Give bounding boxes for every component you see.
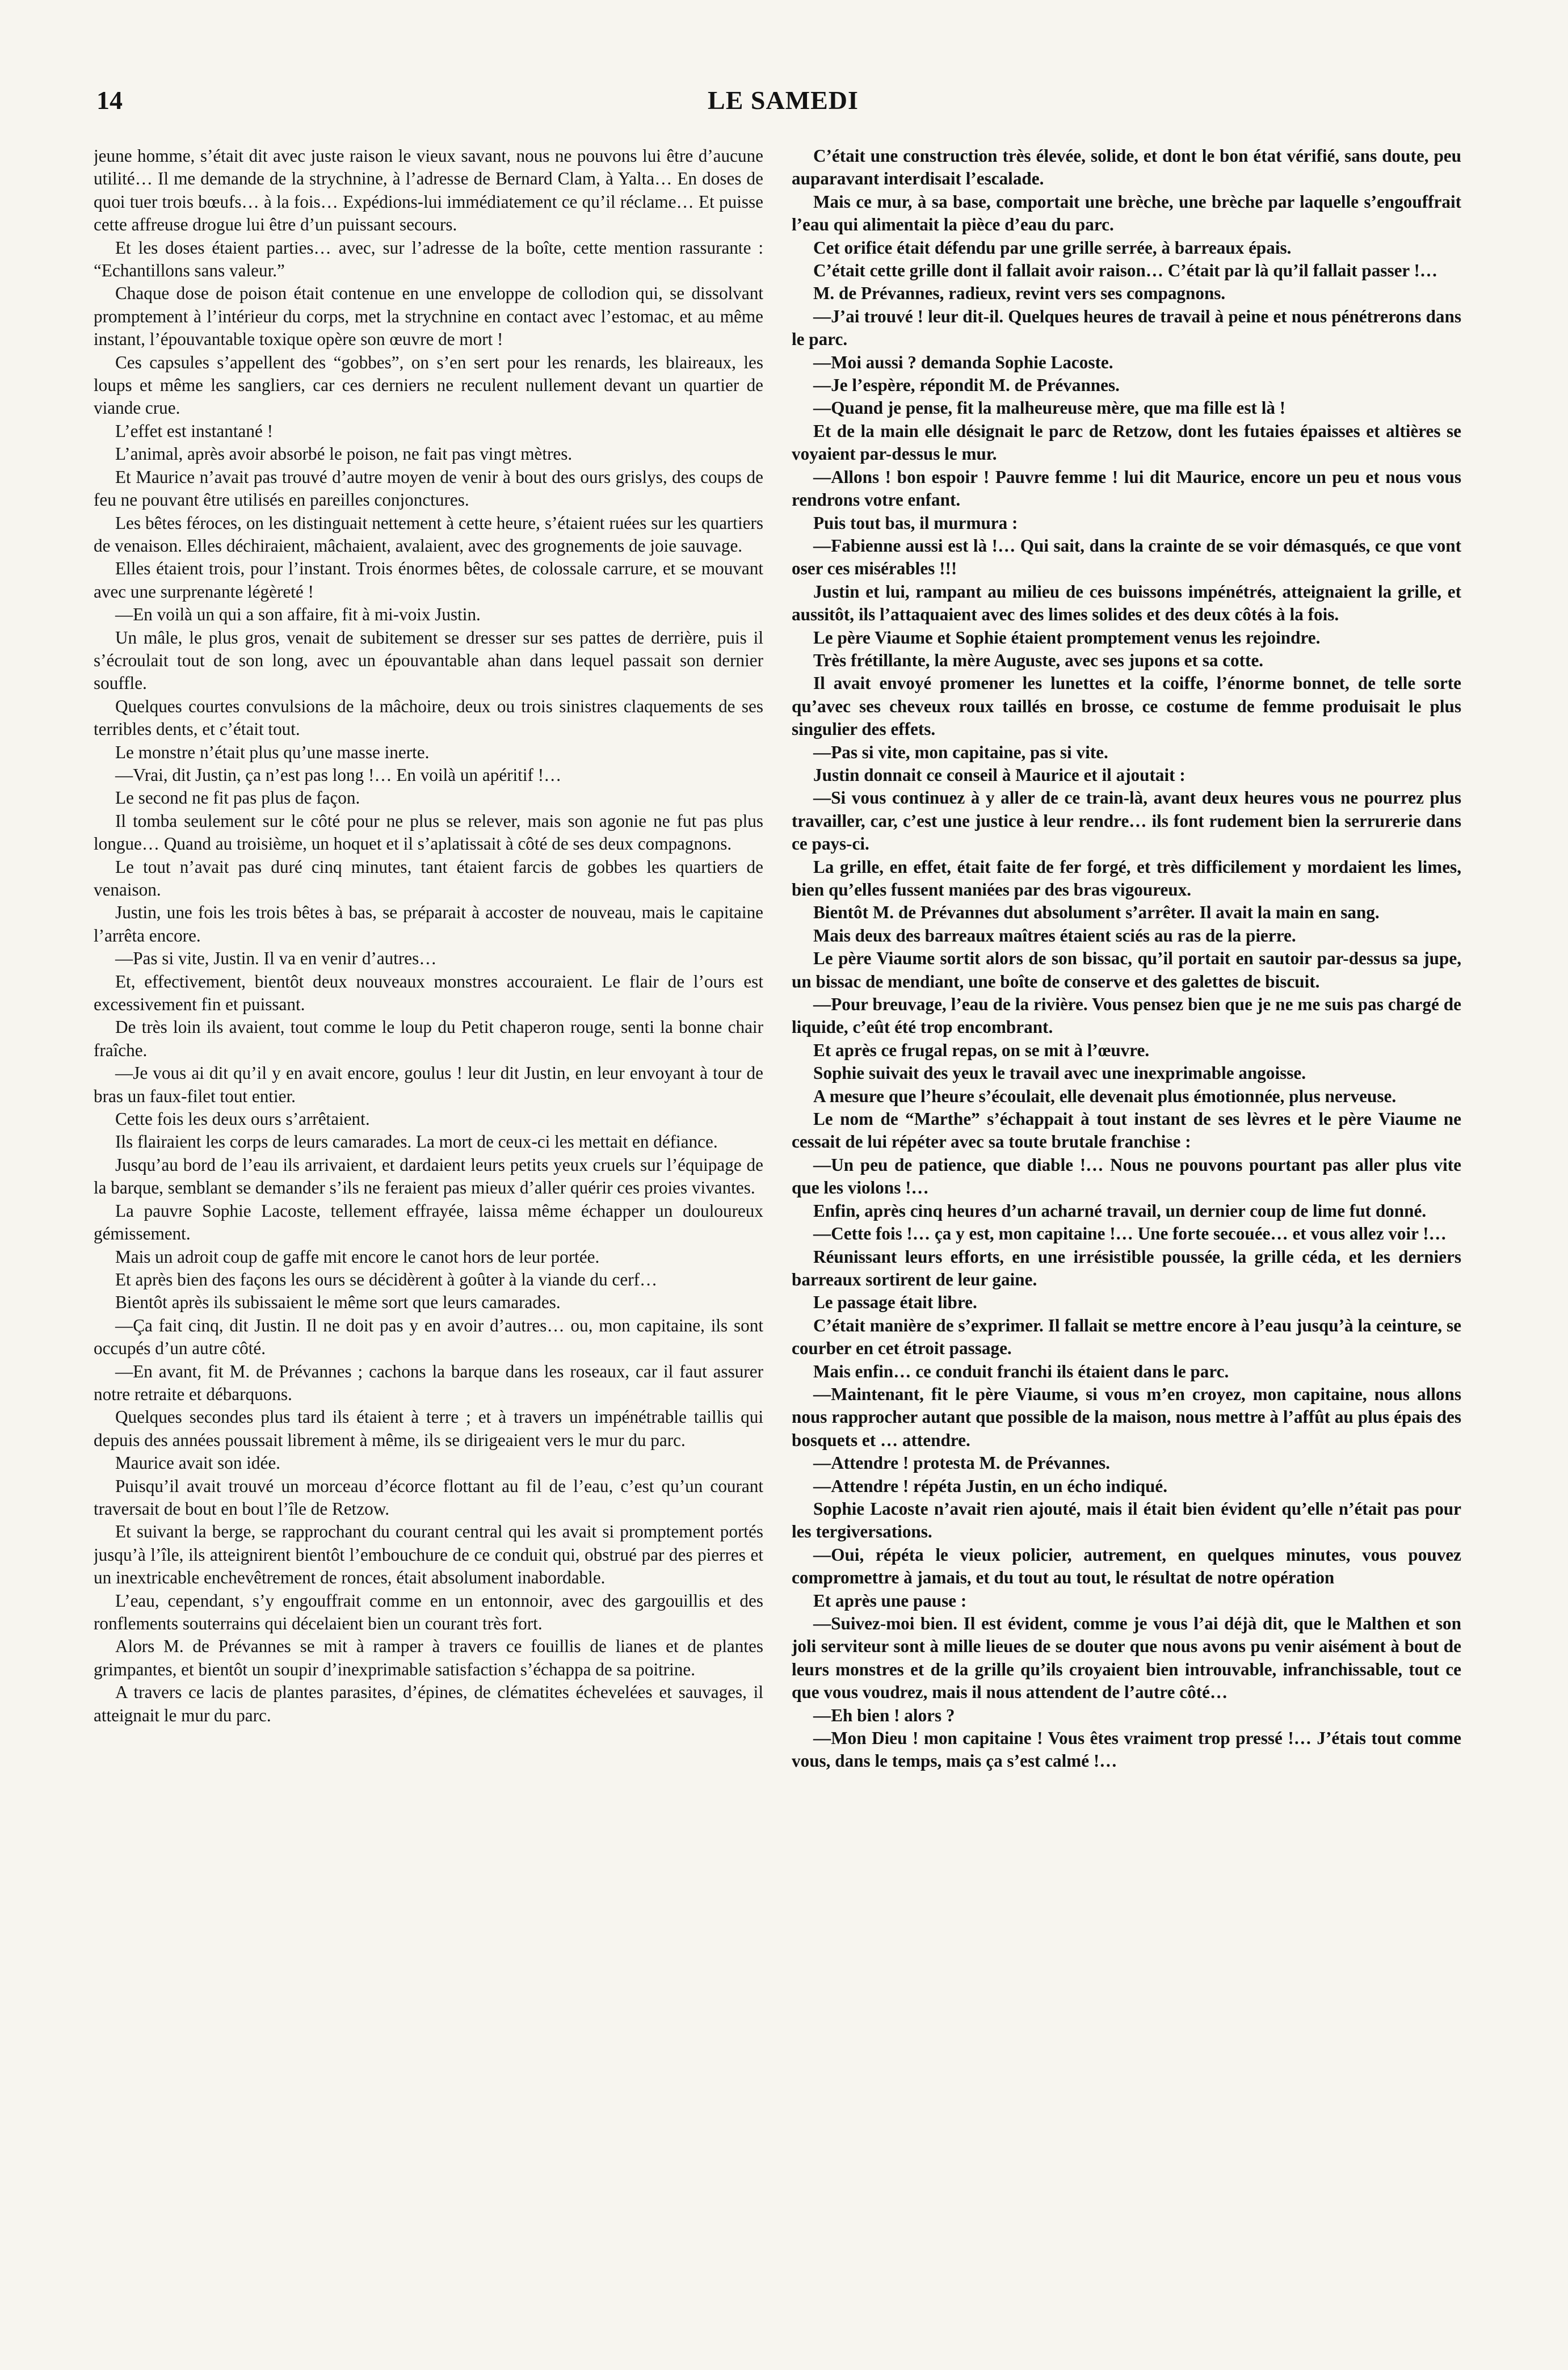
paragraph: Puisqu’il avait trouvé un morceau d’écorce flottant au fil de l’eau, c’est qu’un courant traversait de bout en bout l’île de Retzow. <box>94 1476 763 1519</box>
paragraph: —Allons ! bon espoir ! Pauvre femme ! lui dit Maurice, encore un peu et nous vous rendrons votre enfant. <box>792 467 1461 510</box>
paragraph: La grille, en effet, était faite de fer forgé, et très difficilement y mordaient les limes, bien qu’elles fussent maniées par des bras vigoureux. <box>792 856 1461 900</box>
paragraph: —Maintenant, fit le père Viaume, si vous m’en croyez, mon capitaine, nous allons nous rapprocher autant que possible de la maison, nous mettre à l’affût au plus épais des bosquets et … attendre. <box>792 1384 1461 1450</box>
paragraph: Ils flairaient les corps de leurs camarades. La mort de ceux-ci les mettait en défiance. <box>115 1132 718 1152</box>
paragraph: De très loin ils avaient, tout comme le loup du Petit chaperon rouge, senti la bonne chair fraîche. <box>94 1017 763 1060</box>
paragraph: —En avant, fit M. de Prévannes ; cachons la barque dans les roseaux, car il faut assurer notre retraite et débarquons. <box>94 1361 763 1404</box>
paragraph: Cette fois les deux ours s’arrêtaient. <box>115 1109 370 1129</box>
paragraph: Et les doses étaient parties… avec, sur l’adresse de la boîte, cette mention rassurante : “Echantillons sans valeur.” <box>94 237 763 281</box>
paragraph: Cet orifice était défendu par une grille serrée, à barreaux épais. <box>813 237 1292 258</box>
paragraph: —Moi aussi ? demanda Sophie Lacoste. <box>813 352 1113 372</box>
paragraph: Et après une pause : <box>813 1590 967 1611</box>
paragraph: Mais un adroit coup de gaffe mit encore le canot hors de leur portée. <box>115 1246 600 1267</box>
paragraph: Bientôt après ils subissaient le même sort que leurs camarades. <box>115 1292 561 1313</box>
paragraph: Le tout n’avait pas duré cinq minutes, tant étaient farcis de gobbes les quartiers de venaison. <box>94 856 763 900</box>
paragraph: Bientôt M. de Prévannes dut absolument s’arrêter. Il avait la main en sang. <box>813 902 1380 923</box>
paragraph: —Eh bien ! alors ? <box>813 1705 955 1725</box>
paragraph: —Cette fois !… ça y est, mon capitaine !… Une forte secouée… et vous allez voir !… <box>813 1224 1447 1244</box>
page-header <box>96 85 1470 136</box>
paragraph: —Quand je pense, fit la malheureuse mère, que ma fille est là ! <box>813 398 1286 418</box>
paragraph: Le monstre n’était plus qu’une masse inerte. <box>115 742 430 762</box>
paragraph: —J’ai trouvé ! leur dit-il. Quelques heures de travail à peine et nous pénétrerons dans le parc. <box>792 306 1461 350</box>
paragraph: —Pour breuvage, l’eau de la rivière. Vous pensez bien que je ne me suis pas chargé de liquide, c’eût été trop encombrant. <box>792 994 1461 1037</box>
paragraph: Il avait envoyé promener les lunettes et la coiffe, l’énorme bonnet, de telle sorte qu’avec ses cheveux roux taillés en brosse, ce costume de femme produisait le plus singulier des effets. <box>792 673 1461 739</box>
paragraph: Le passage était libre. <box>813 1292 977 1313</box>
paragraph: Et Maurice n’avait pas trouvé d’autre moyen de venir à bout des ours grislys, des coups de feu ne pouvant être utilisés en pareilles conjonctures. <box>94 467 763 510</box>
paragraph: —Attendre ! protesta M. de Prévannes. <box>813 1453 1110 1473</box>
paragraph: Réunissant leurs efforts, en une irrésistible poussée, la grille céda, et les derniers barreaux sortirent de leur gaine. <box>792 1246 1461 1289</box>
paragraph: Quelques courtes convulsions de la mâchoire, deux ou trois sinistres claquements de ses terribles dents, et c’était tout. <box>94 696 763 739</box>
paragraph: Mais ce mur, à sa base, comportait une brèche, une brèche par laquelle s’engouffrait l’eau qui alimentait la pièce d’eau du parc. <box>792 191 1461 235</box>
paragraph: jeune homme, s’était dit avec juste raison le vieux savant, nous ne pouvons lui être d’aucune utilité… Il me demande de la strychnine, à l’adresse de Bernard Clam, à Yalta… En doses de quoi tuer trois bœufs… à la fois… Expédions-lui immédiatement ce qu’il réclame… Et puisse cette affreuse drogue lui être d’un puissant secours. <box>94 146 763 235</box>
paragraph: Et, effectivement, bientôt deux nouveaux monstres accouraient. Le flair de l’ours est excessivement fin et puissant. <box>94 971 763 1015</box>
paragraph: —Je vous ai dit qu’il y en avait encore, goulus ! leur dit Justin, en leur envoyant à tour de bras un faux-filet tout entier. <box>94 1063 763 1106</box>
paragraph: Le second ne fit pas plus de façon. <box>115 788 360 808</box>
paragraph: —Pas si vite, mon capitaine, pas si vite. <box>813 742 1108 762</box>
paragraph: Justin, une fois les trois bêtes à bas, se préparait à accoster de nouveau, mais le capitaine l’arrêta encore. <box>94 902 763 946</box>
paragraph: Justin et lui, rampant au milieu de ces buissons impénétrés, atteignaient la grille, et aussitôt, ils l’attaquaient avec des limes solides et des deux côtés à la fois. <box>792 581 1461 625</box>
running-title: LE SAMEDI <box>708 86 859 115</box>
paragraph: —Mon Dieu ! mon capitaine ! Vous êtes vraiment trop pressé !… J’étais tout comme vous, dans le temps, mais ça s’est calmé !… <box>792 1728 1461 1771</box>
paragraph: —Ça fait cinq, dit Justin. Il ne doit pas y en avoir d’autres… ou, mon capitaine, ils sont occupés d’un autre côté. <box>94 1315 763 1359</box>
paragraph: M. de Prévannes, radieux, revint vers ses compagnons. <box>813 283 1226 304</box>
paragraph: —Vrai, dit Justin, ça n’est pas long !… En voilà un apéritif !… <box>115 764 562 785</box>
paragraph: Chaque dose de poison était contenue en une enveloppe de collodion qui, se dissolvant promptement à l’intérieur du corps, met la strychnine en contact avec l’estomac, et au même instant, l’épouvantable toxique opère son œuvre de mort ! <box>94 283 763 350</box>
paragraph: —Suivez-moi bien. Il est évident, comme je vous l’ai déjà dit, que le Malthen et son joli serviteur sont à mille lieues de se douter que nous avons pu venir aisément à bout de leurs monstres et de la grille qu’ils croyaient bien introuvable, infranchissable, tout ce que vous voudrez, mais il nous attendent de l’autre côté… <box>792 1613 1461 1703</box>
paragraph: —Un peu de patience, que diable !… Nous ne pouvons pourtant pas aller plus vite que les violons !… <box>792 1154 1461 1198</box>
paragraph: L’animal, après avoir absorbé le poison, ne fait pas vingt mètres. <box>115 444 573 464</box>
paragraph: C’était une construction très élevée, solide, et dont le bon état vérifié, sans doute, peu auparavant interdisait l’escalade. <box>792 146 1461 189</box>
paragraph: —Attendre ! répéta Justin, en un écho indiqué. <box>813 1476 1168 1496</box>
paragraph: C’était cette grille dont il fallait avoir raison… C’était par là qu’il fallait passer !… <box>813 260 1438 281</box>
paragraph: Maurice avait son idée. <box>115 1453 280 1473</box>
paragraph: Il tomba seulement sur le côté pour ne plus se relever, mais son agonie ne fut pas plus longue… Quand au troisième, un hoquet et il s’aplatissait à côté de ses deux compagnons. <box>94 810 763 854</box>
paragraph: A mesure que l’heure s’écoulait, elle devenait plus émotionnée, plus nerveuse. <box>813 1086 1397 1106</box>
paragraph: La pauvre Sophie Lacoste, tellement effrayée, laissa même échapper un douloureux gémissement. <box>94 1200 763 1244</box>
left-column <box>94 145 763 2335</box>
paragraph: —Je l’espère, répondit M. de Prévannes. <box>813 375 1120 396</box>
paragraph: Mais enfin… ce conduit franchi ils étaient dans le parc. <box>813 1361 1229 1381</box>
paragraph: Enfin, après cinq heures d’un acharné travail, un dernier coup de lime fut donné. <box>813 1200 1427 1221</box>
paragraph: Le père Viaume sortit alors de son bissac, qu’il portait en sautoir par-dessus sa jupe, un bissac de mendiant, une boîte de conserve et des galettes de biscuit. <box>792 948 1461 991</box>
paragraph: —Pas si vite, Justin. Il va en venir d’autres… <box>115 948 437 969</box>
paragraph: Un mâle, le plus gros, venait de subitement se dresser sur ses pattes de derrière, puis il s’écroulait tout de son long, avec un épouvantable ahan dans lequel passait son dernier souffle. <box>94 627 763 694</box>
paragraph: Elles étaient trois, pour l’instant. Trois énormes bêtes, de colossale carrure, et se mouvant avec une surprenante légèreté ! <box>94 558 763 602</box>
paragraph: L’eau, cependant, s’y engouffrait comme en un entonnoir, avec des gargouillis et des ronflements souterrains qui décelaient bien un courant très fort. <box>94 1590 763 1633</box>
paragraph: Les bêtes féroces, on les distinguait nettement à cette heure, s’étaient ruées sur les quartiers de venaison. Elles déchiraient, mâchaient, avalaient, avec des grognements de joie sauvage. <box>94 512 763 556</box>
right-column <box>792 145 1461 2335</box>
paragraph: Quelques secondes plus tard ils étaient à terre ; et à travers un impénétrable taillis qui depuis des années poussait librement à même, ils se dirigeaient vers le mur du parc. <box>94 1407 763 1450</box>
paragraph: Sophie Lacoste n’avait rien ajouté, mais il était bien évident qu’elle n’était pas pour les tergiversations. <box>792 1498 1461 1542</box>
paragraph: Et de la main elle désignait le parc de Retzow, dont les futaies épaisses et altières se voyaient par-dessus le mur. <box>792 421 1461 464</box>
paragraph: Très frétillante, la mère Auguste, avec ses jupons et sa cotte. <box>813 650 1264 670</box>
paragraph: Jusqu’au bord de l’eau ils arrivaient, et dardaient leurs petits yeux cruels sur l’équipage de la barque, semblant se demander s’ils ne feraient pas mieux d’aller quérir ces proies vivantes. <box>94 1154 763 1198</box>
paragraph: Alors M. de Prévannes se mit à ramper à travers ce fouillis de lianes et de plantes grimpantes, et bientôt un soupir d’inexprimable satisfaction s’échappa de sa poitrine. <box>94 1636 763 1679</box>
paragraph: Et après bien des façons les ours se décidèrent à goûter à la viande du cerf… <box>115 1269 658 1289</box>
paragraph: C’était manière de s’exprimer. Il fallait se mettre encore à l’eau jusqu’à la ceinture, se courber en cet étroit passage. <box>792 1315 1461 1359</box>
paragraph: —Fabienne aussi est là !… Qui sait, dans la crainte de se voir démasqués, ce que vont oser ces misérables !!! <box>792 535 1461 579</box>
paragraph: Le nom de “Marthe” s’échappait à tout instant de ses lèvres et le père Viaume ne cessait de lui répéter avec sa toute brutale franchise : <box>792 1109 1461 1152</box>
page-number: 14 <box>96 86 123 115</box>
paragraph: Justin donnait ce conseil à Maurice et il ajoutait : <box>813 764 1186 785</box>
paragraph: L’effet est instantané ! <box>115 421 273 441</box>
paragraph: A travers ce lacis de plantes parasites, d’épines, de clématites échevelées et sauvages, il atteignait le mur du parc. <box>94 1682 763 1725</box>
paragraph: Et après ce frugal repas, on se mit à l’œuvre. <box>813 1040 1150 1060</box>
paragraph: —Si vous continuez à y aller de ce train-là, avant deux heures vous ne pourrez plus travailler, car, c’est une justice à leur rendre… ils font rudement bien la serrurerie dans ce pays-ci. <box>792 788 1461 854</box>
paragraph: Et suivant la berge, se rapprochant du courant central qui les avait si promptement portés jusqu’à l’île, ils atteignirent bientôt l’embouchure de ce conduit qui, obstrué par des pierres et un inextricable enchevêtrement de ronces, était absolument inabordable. <box>94 1522 763 1588</box>
paragraph: Ces capsules s’appellent des “gobbes”, on s’en sert pour les renards, les blaireaux, les loups et même les sangliers, car ces derniers ne reculent nullement devant un quartier de viande crue. <box>94 352 763 418</box>
paragraph: Le père Viaume et Sophie étaient promptement venus les rejoindre. <box>813 627 1321 648</box>
paragraph: Puis tout bas, il murmura : <box>813 512 1018 533</box>
paragraph: —En voilà un qui a son affaire, fit à mi-voix Justin. <box>115 604 481 625</box>
paragraph: Mais deux des barreaux maîtres étaient sciés au ras de la pierre. <box>813 925 1296 946</box>
paragraph: —Oui, répéta le vieux policier, autrement, en quelques minutes, vous pouvez compromettre à jamais, et du tout au tout, le résultat de notre opération <box>792 1544 1461 1588</box>
paragraph: Sophie suivait des yeux le travail avec une inexprimable angoisse. <box>813 1063 1306 1083</box>
